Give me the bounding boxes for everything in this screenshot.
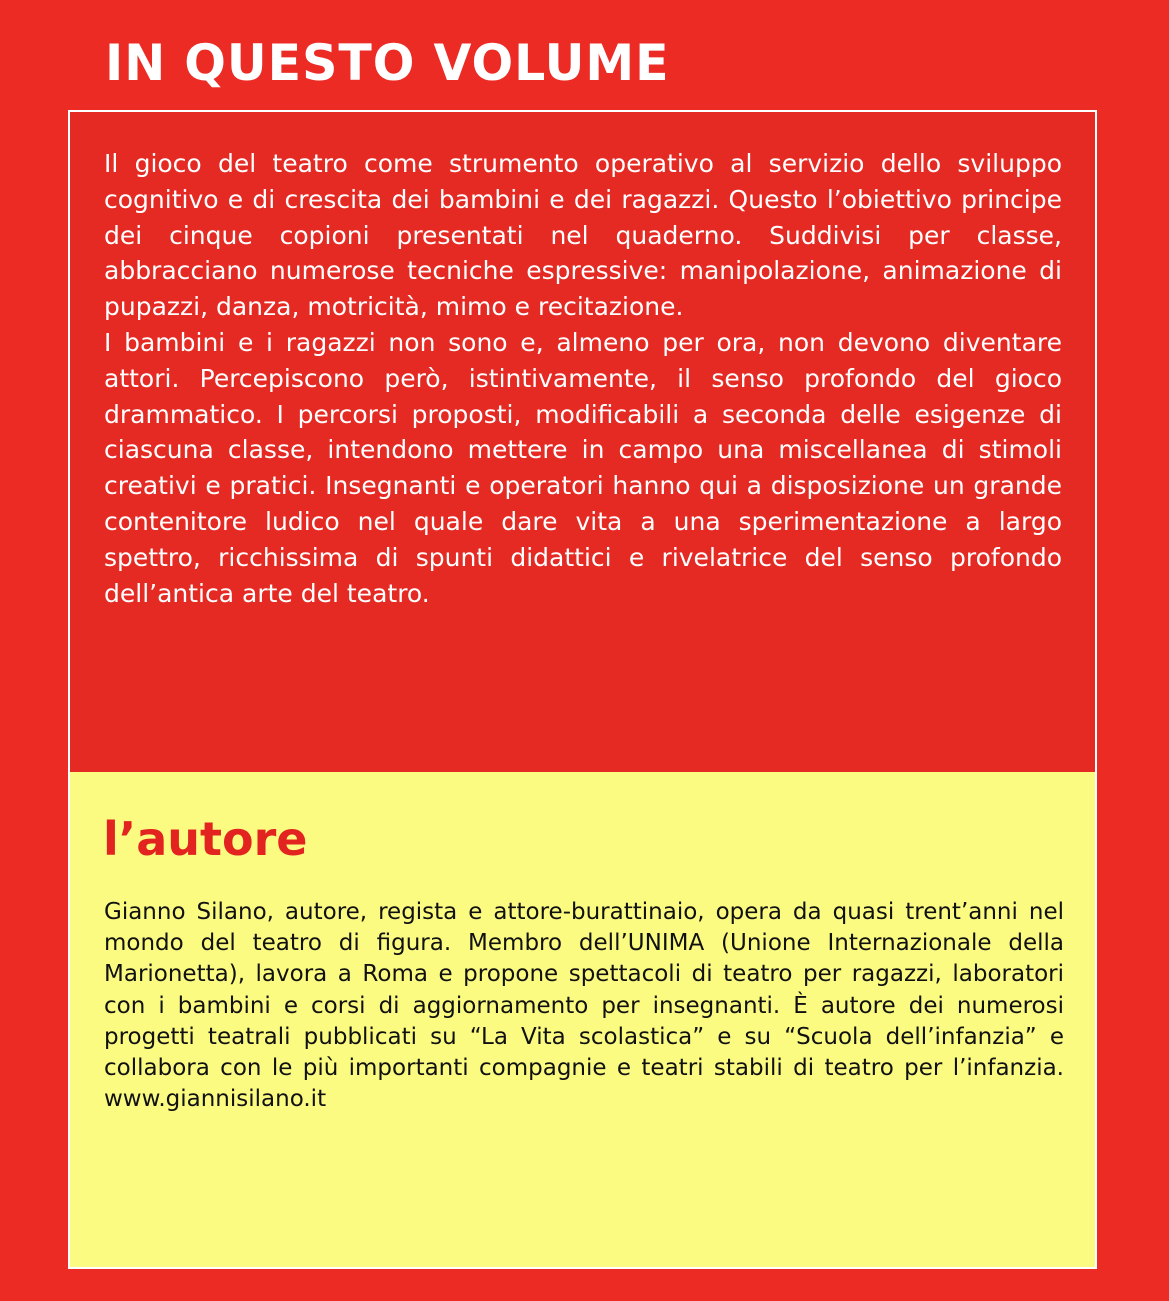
author-bio: Gianno Silano, autore, regista e attore-burattinaio, opera da quasi trent’anni nel mondo del teatro di figura. Membro dell’UNIMA (Unione Internazionale della Marionetta), lavora a Roma e propone spettacoli di teatro per ragazzi, laboratori con i bambini e corsi di aggiornamento per insegnanti. È autore dei numerosi progetti teatrali pubblicati su “La Vita scolastica” e su “Scuola dell’infanzia” e collabora con le più importanti compagnie e teatri stabili di teatro per l’infanzia. www.giannisilano.it xyxy=(104,899,1064,1113)
intro-panel xyxy=(70,112,1095,772)
intro-paragraph: Il gioco del teatro come strumento operativo al servizio dello sviluppo cognitivo e di crescita dei bambini e dei ragazzi. Questo l’obiettivo principe dei cinque copioni presentati nel quaderno. Suddivisi per classe, abbracciano numerose tecniche espressive: manipolazione, animazione di pupazzi, danza, motricità, mimo e recitazione. I bambini e i ragazzi non sono e, almeno per ora, non devono diventare attori. Percepiscono però, istintivamente, il senso profondo del gioco drammatico. I percorsi proposti, modificabili a seconda delle esigenze di ciascuna classe, intendono mettere in campo una miscellanea di stimoli creativi e pratici. Insegnanti e operatori hanno qui a disposizione un grande contenitore ludico nel quale dare vita a una sperimentazione a largo spettro, ricchissima di spunti didattici e rivelatrice del senso profondo dell’antica arte del teatro. xyxy=(104,149,1062,608)
author-heading: l’autore xyxy=(103,812,308,866)
content-frame xyxy=(68,110,1097,1269)
page-title: IN QUESTO VOLUME xyxy=(105,34,670,92)
author-panel xyxy=(70,772,1095,1269)
